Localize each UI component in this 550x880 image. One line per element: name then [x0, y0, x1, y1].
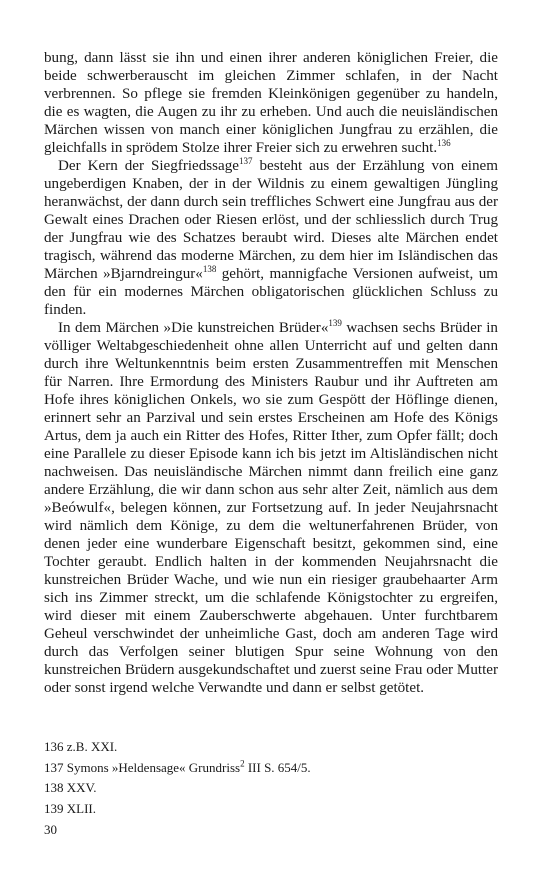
footnote-reference: 139 — [328, 317, 342, 328]
paragraph — [44, 157, 498, 319]
paragraph — [44, 319, 498, 697]
footnote-reference: 136 — [437, 137, 451, 148]
text-run: gehört, mannigfache Versionen aufweist, um den für ein modernes Märchen obligatorischen glücklichen Schluss zu finden. — [44, 266, 498, 318]
footnote — [44, 799, 498, 820]
footnotes — [44, 737, 498, 819]
text-run: Der Kern der Siegfriedssage — [58, 158, 239, 174]
footnote-reference: 137 — [239, 155, 253, 166]
footnote-reference: 138 — [202, 263, 217, 274]
text-run: besteht aus der Erzählung von einem ungeberdigen Knaben, der in der Wildnis zu einem gewaltigen Jüngling heranwächst, der dann durch sein treffliches Schwert eine Jungfrau aus der Gewalt eines Drachen oder Riesen erlöst, und der schliesslich durch Trug der Jungfrau wie des Schatzes beraubt wird. Dieses alte Märchen endet tragisch, während das moderne Märchen, zu dem hier im Isländischen das Märchen »Bjarndreingur« — [44, 158, 498, 282]
footnote — [44, 758, 498, 779]
footnote — [44, 737, 498, 758]
text-run: 137 Symons »Heldensage« Grundriss — [44, 759, 241, 775]
text-run: 139 XLII. — [44, 800, 96, 816]
text-run: 136 z.B. XXI. — [44, 739, 118, 754]
text-run: III S. 654/5. — [244, 759, 311, 775]
main-text — [44, 49, 498, 697]
text-run: bung, dann lässt sie ihn und einen ihrer anderen königlichen Freier, die beide schwerberauscht im gleichen Zimmer schlafen, in der Nacht verbrennen. So pflege sie fremden Kleinkönigen gegenüber zu handeln, die es wagten, die Augen zu ihr zu erheben. Und auch die neuisländischen Märchen wissen von manch einer königlichen Jungfrau zu erzählen, die gleichfalls in sprödem Stolze ihrer Freier sich zu erwehren sucht. — [44, 50, 498, 156]
text-run: wachsen sechs Brüder in völliger Weltabgeschiedenheit ohne allen Unterricht auf und gelten dann durch ihre Weltunkenntnis beim ersten Zusammentreffen mit Menschen für Narren. Ihre Ermordung des Ministers Raubur und ihr Auftreten am Hofe ihres königlichen Onkels, wo sie zum Gespött der Höflinge dienen, erinnert sehr an Parzival und sein erstes Erscheinen am Hofe des Königs Artus, dem ja auch ein Ritter des Hofes, Ritter Ither, zum Opfer fällt; doch eine Parallele zu dieser Episode kann ich bis jetzt im Altisländischen nicht nachweisen. Das neuisländische Märchen nimmt dann freilich eine ganz andere Erzählung, die wir dann schon aus sehr alter Zeit, nämlich aus dem »Beówulf«, belegen können, zur Fortsetzung auf. In jeder Neujahrsnacht wird nämlich dem Könige, zu dem die weltunerfahrenen Brüder, von denen jeder eine wunderbare Eigenschaft besitzt, gekommen sind, eine Tochter geraubt. Endlich halten in der kommenden Neujahrsnacht die kunstreichen Brüder Wache, und wie nun ein riesiger graubehaarter Arm sich ins Zimmer streckt, um die schlafende Königstochter zu ergreifen, wird dieser mit einem Zauberschwerte abgehauen. Unter furchtbarem Geheul verschwindet der unheimliche Gast, doch am anderen Tage wird durch das Verfolgen seiner blutigen Spur seine Wohnung von den kunstreichen Brüdern ausgekundschaftet und zuerst seine Frau oder Mutter oder sonst irgend welche Verwandte und dann er selbst getötet. — [44, 320, 498, 696]
footnote-reference: 2 — [240, 758, 245, 769]
paragraph — [44, 49, 498, 157]
text-run: 138 XXV. — [44, 780, 97, 795]
text-run: In dem Märchen »Die kunstreichen Brüder« — [58, 320, 329, 336]
page-number: 30 — [44, 822, 57, 837]
footnote — [44, 778, 498, 799]
